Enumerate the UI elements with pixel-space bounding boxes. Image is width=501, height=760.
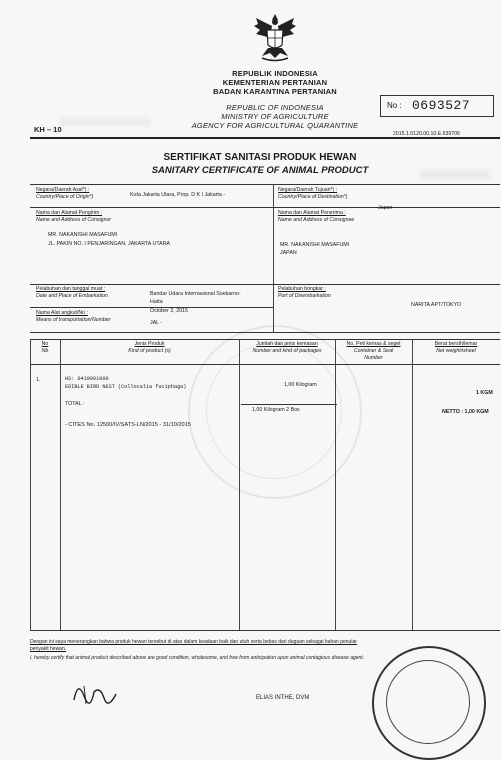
hs-code: HS: 0410001000 <box>65 376 109 382</box>
header-en-line-1: REPUBLIC OF INDONESIA <box>226 103 324 112</box>
col-header-product-en: Kind of product (s) <box>128 348 171 354</box>
scan-smudge <box>420 170 490 180</box>
certificate-number: 0693527 <box>412 98 471 113</box>
col-header-no-en: Nb <box>41 348 49 354</box>
number-label: No : <box>387 101 402 110</box>
col-header-product-id: Jenis Produk <box>134 341 165 347</box>
table-col-divider-4 <box>412 339 413 630</box>
header-id-line-3: BADAN KARANTINA PERTANIAN <box>213 87 337 96</box>
scan-smudge <box>60 118 150 126</box>
consignor-name: MR. NAKANISHI MASAFUMI <box>48 232 118 238</box>
total-label: TOTAL : <box>65 401 85 407</box>
header-en-line-2: MINISTRY OF AGRICULTURE <box>221 112 329 121</box>
garuda-emblem-icon <box>252 12 298 64</box>
fields-top-border <box>30 184 500 185</box>
consignor-label-en: Name and Address of Consignor <box>36 217 112 223</box>
fields-bottom-border <box>30 332 500 333</box>
embarkation-label-id: Pelabuhan dan tanggal muat : <box>36 286 106 292</box>
table-col-divider-1 <box>60 339 61 630</box>
product-quantity: 1,00 Kilogram <box>284 382 317 388</box>
consignor-address: JL. PAKIN NO. I PENJARINGAN, JAKARTA UTARA <box>48 241 171 247</box>
table-bottom-border <box>30 630 500 631</box>
product-name: EDIBLE BIRD NEST (Collocalia fuciphaga) <box>65 384 187 390</box>
transport-value: JAL - <box>150 320 163 326</box>
embarkation-label-en: Date and Place of Embarkation <box>36 293 108 299</box>
row-number: 1. <box>36 377 41 383</box>
declaration-en: I, hereby certify that animal product described above are good condition, wholesome, and free from anticipation upon animal contagious disease agent. <box>30 655 365 661</box>
transport-label-en: Means of transportation/Number <box>36 317 111 323</box>
col-header-weight-id: Berat bersih/lemar <box>434 341 478 347</box>
col-header-no-id: No <box>41 341 49 347</box>
destination-label-id: Negara/Daerah Tujuan*) : <box>278 187 338 193</box>
consignee-name: MR. NAKANISHI MASAFUMI <box>280 242 350 248</box>
col-header-container-en: Container & Seal <box>353 348 394 354</box>
header-divider <box>30 137 500 139</box>
col-header-weight-en: Net weight/wheel <box>436 348 476 354</box>
consignee-country: JAPAN <box>280 250 297 256</box>
col-header-quantity-id: Jumlah dan jenis kemasan <box>256 341 318 347</box>
consignee-label-id: Nama dan Alamat Penerima : <box>278 210 346 216</box>
table-col-divider-3 <box>335 339 336 630</box>
origin-label-en: Country/Place of Origin*) <box>36 194 94 200</box>
embarkation-date: October 2, 2015 <box>150 308 188 314</box>
signatory-name: ELIAS INTHE, DVM <box>256 695 310 701</box>
transport-label-id: Nama Alat angkut/No : <box>36 310 88 316</box>
serial-number: 2015.1.0120.00.10.E.639706 <box>393 131 460 137</box>
header-en-line-3: AGENCY FOR AGRICULTURAL QUARANTINE <box>191 121 359 130</box>
netto-value: NETTO : 1,00 KGM <box>442 409 489 415</box>
title-id: SERTIFIKAT SANITASI PRODUK HEWAN <box>163 152 357 163</box>
disembarkation-label-id: Pelabuhan bongkar : <box>278 286 326 292</box>
disembarkation-label-en: Port of Disembarkation <box>278 293 331 299</box>
origin-value: Kota Jakarta Utara, Prop. D K I Jakarta - <box>130 192 226 198</box>
signature-icon <box>70 676 130 706</box>
origin-label-id: Negara/Daerah Asal*) : <box>36 187 90 193</box>
cites-number: - CITES No. 12500/IV/SATS-LN/2015 - 31/10/2015 <box>65 422 191 428</box>
embarkation-value-2: Hatta <box>150 299 163 305</box>
disembarkation-value: NARITA APT/TOKYO <box>411 302 462 308</box>
destination-value: Japan <box>378 205 393 211</box>
col-header-container-id: No. Peti kemas & segel <box>346 341 401 347</box>
header-id-line-2: KEMENTERIAN PERTANIAN <box>222 78 328 87</box>
embarkation-value-1: Bandar Udara Internasional Soekarno- <box>150 291 241 297</box>
title-en: SANITARY CERTIFICATE OF ANIMAL PRODUCT <box>151 165 369 176</box>
official-stamp-inner <box>386 660 470 744</box>
declaration-id-2: penyakit hewan. <box>30 646 67 652</box>
header-id-line-1: REPUBLIK INDONESIA <box>232 69 318 78</box>
table-left-border <box>30 339 31 630</box>
destination-label-en: Country/Place of Destination*) <box>278 194 348 200</box>
consignee-label-en: Name and Address of Consignee <box>278 217 355 223</box>
form-code: KH – 10 <box>34 125 62 134</box>
table-top-border <box>30 339 500 340</box>
fields-row-divider-1 <box>30 207 500 208</box>
consignor-label-id: Nama dan Alamat Pengirim : <box>36 210 103 216</box>
total-rule <box>241 404 337 405</box>
certificate-number-box <box>380 95 494 117</box>
total-quantity: 1,00 Kilogram 2 Box <box>252 407 300 413</box>
fields-row-divider-2 <box>30 284 500 285</box>
table-header-divider <box>30 364 500 365</box>
col-header-quantity-en: Number and kind of packages <box>252 348 322 354</box>
product-net-weight: 1 KGM <box>476 390 493 396</box>
declaration-id: Dengan ini saya menerangkan bahwa produk hewan tersebut di atas dalam keadaan baik dan utuh serta bebas dari dugaan sebagai bahan penular <box>30 639 357 645</box>
col-header-container-en-2: Number <box>364 355 383 361</box>
table-col-divider-2 <box>239 339 240 630</box>
